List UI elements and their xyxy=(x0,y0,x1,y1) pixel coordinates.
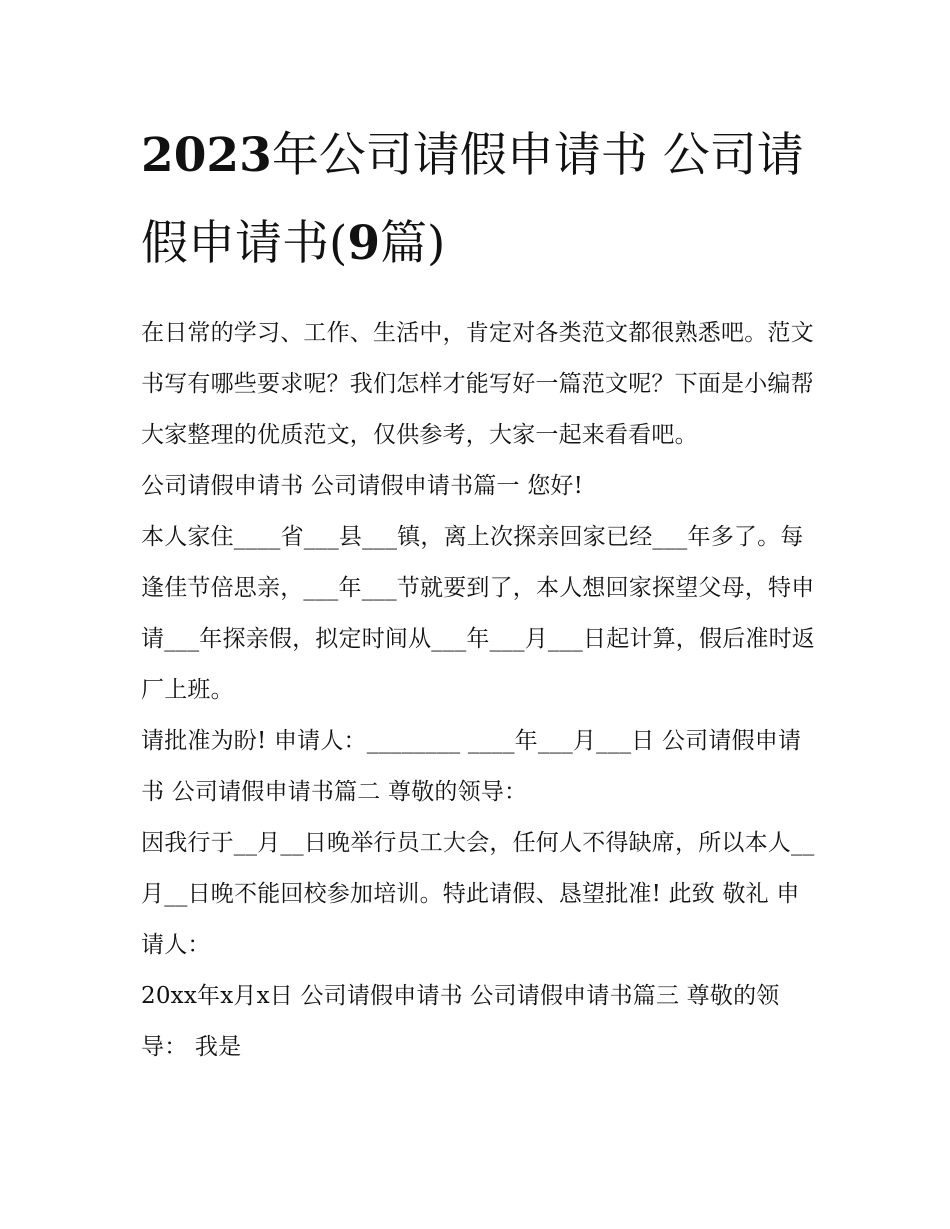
document-page xyxy=(141,112,821,1073)
paragraph-letter-two: 因我行于__月__日晚举行员工大会，任何人不得缺席，所以本人__月__日晚不能回校参加培训。特此请假、恳望批准! 此致 敬礼 申请人： xyxy=(141,830,815,958)
paragraph-letter-one: 本人家住____省___县___镇，离上次探亲回家已经___年多了。每逢佳节倍思亲，___年___节就要到了，本人想回家探望父母，特申请___年探亲假，拟定时间从___年___月___日起计算，假后准时返厂上班。 xyxy=(141,524,815,703)
paragraph-heading-one: 公司请假申请书 公司请假申请书篇一 您好! xyxy=(141,473,584,499)
title-text: 年公司请假申请书 公司请假申请书( xyxy=(141,128,804,271)
paragraph-letter-three: 20xx年x月x日 公司请假申请书 公司请假申请书篇三 尊敬的领导： 我是 xyxy=(141,983,780,1060)
paragraph-intro: 在日常的学习、工作、生活中，肯定对各类范文都很熟悉吧。范文书写有哪些要求呢？我们怎样才能写好一篇范文呢？下面是小编帮大家整理的优质范文，仅供参考，大家一起来看看吧。 xyxy=(141,320,814,448)
document-title xyxy=(141,112,821,288)
document-body xyxy=(141,308,821,1073)
paragraph-signature-one: 请批准为盼! 申请人：________ ____年___月___日 公司请假申请书 公司请假申请书篇二 尊敬的领导： xyxy=(141,728,802,805)
title-count: 9 xyxy=(347,216,381,271)
title-suffix: 篇) xyxy=(380,216,446,271)
title-year: 2023 xyxy=(141,128,272,183)
